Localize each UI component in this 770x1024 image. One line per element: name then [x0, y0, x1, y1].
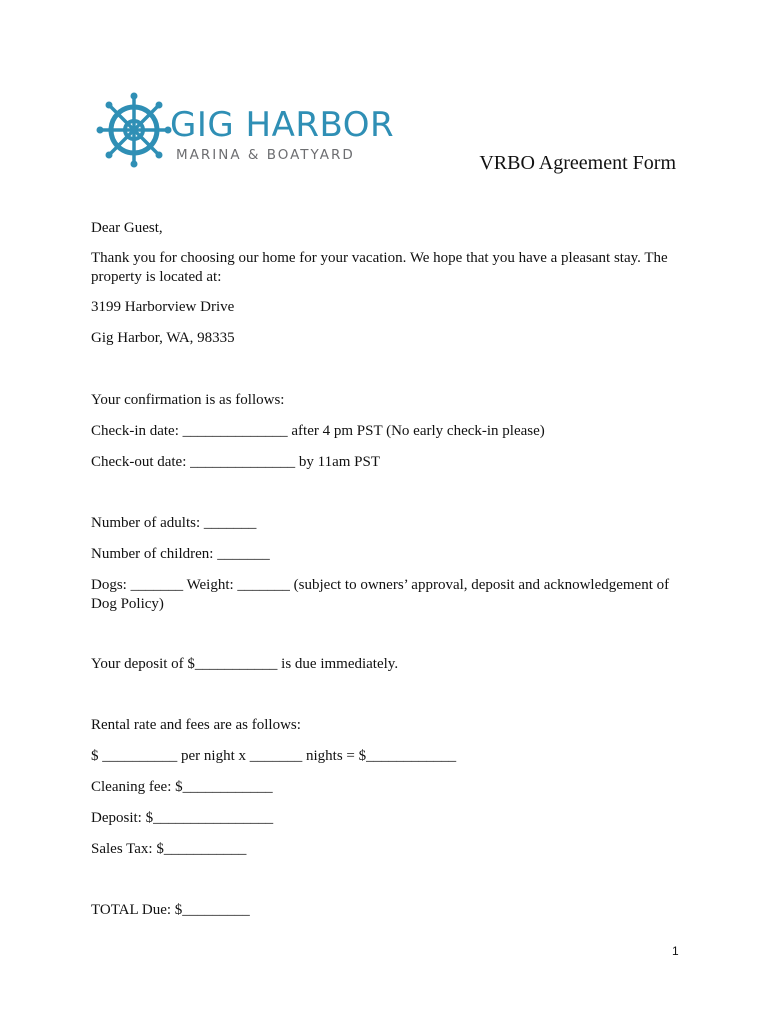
sales-tax-line: Sales Tax: $___________	[91, 841, 247, 857]
deposit-due-line: Your deposit of $___________ is due immediately.	[91, 656, 399, 672]
total-due-line: TOTAL Due: $_________	[91, 902, 250, 918]
page-number: 1	[672, 944, 679, 958]
checkin-line: Check-in date: ______________ after 4 pm PST (No early check-in please)	[91, 423, 545, 439]
children-line: Number of children: _______	[91, 546, 270, 562]
deposit-line: Deposit: $________________	[91, 810, 274, 826]
address-line-1: 3199 Harborview Drive	[91, 299, 235, 315]
address-line-2: Gig Harbor, WA, 98335	[91, 330, 235, 346]
cleaning-fee-line: Cleaning fee: $____________	[91, 779, 273, 795]
confirmation-heading: Your confirmation is as follows:	[91, 392, 285, 408]
intro-paragraph: Thank you for choosing our home for your vacation. We hope that you have a pleasant stay. The property is located at:	[91, 250, 668, 285]
adults-line: Number of adults: _______	[91, 515, 257, 531]
logo-name: GIG HARBOR	[170, 105, 395, 145]
greeting: Dear Guest,	[91, 220, 163, 236]
checkout-line: Check-out date: ______________ by 11am PST	[91, 454, 380, 470]
fees-heading: Rental rate and fees are as follows:	[91, 717, 301, 733]
logo-subtitle: MARINA & BOATYARD	[176, 147, 355, 163]
ship-wheel-icon	[96, 92, 172, 168]
company-logo	[96, 92, 395, 172]
dogs-line: Dogs: _______ Weight: _______ (subject to owners’ approval, deposit and acknowledgement of Dog Policy)	[91, 577, 670, 612]
rate-line: $ __________ per night x _______ nights = $____________	[91, 748, 457, 764]
document-title: VRBO Agreement Form	[479, 152, 676, 174]
